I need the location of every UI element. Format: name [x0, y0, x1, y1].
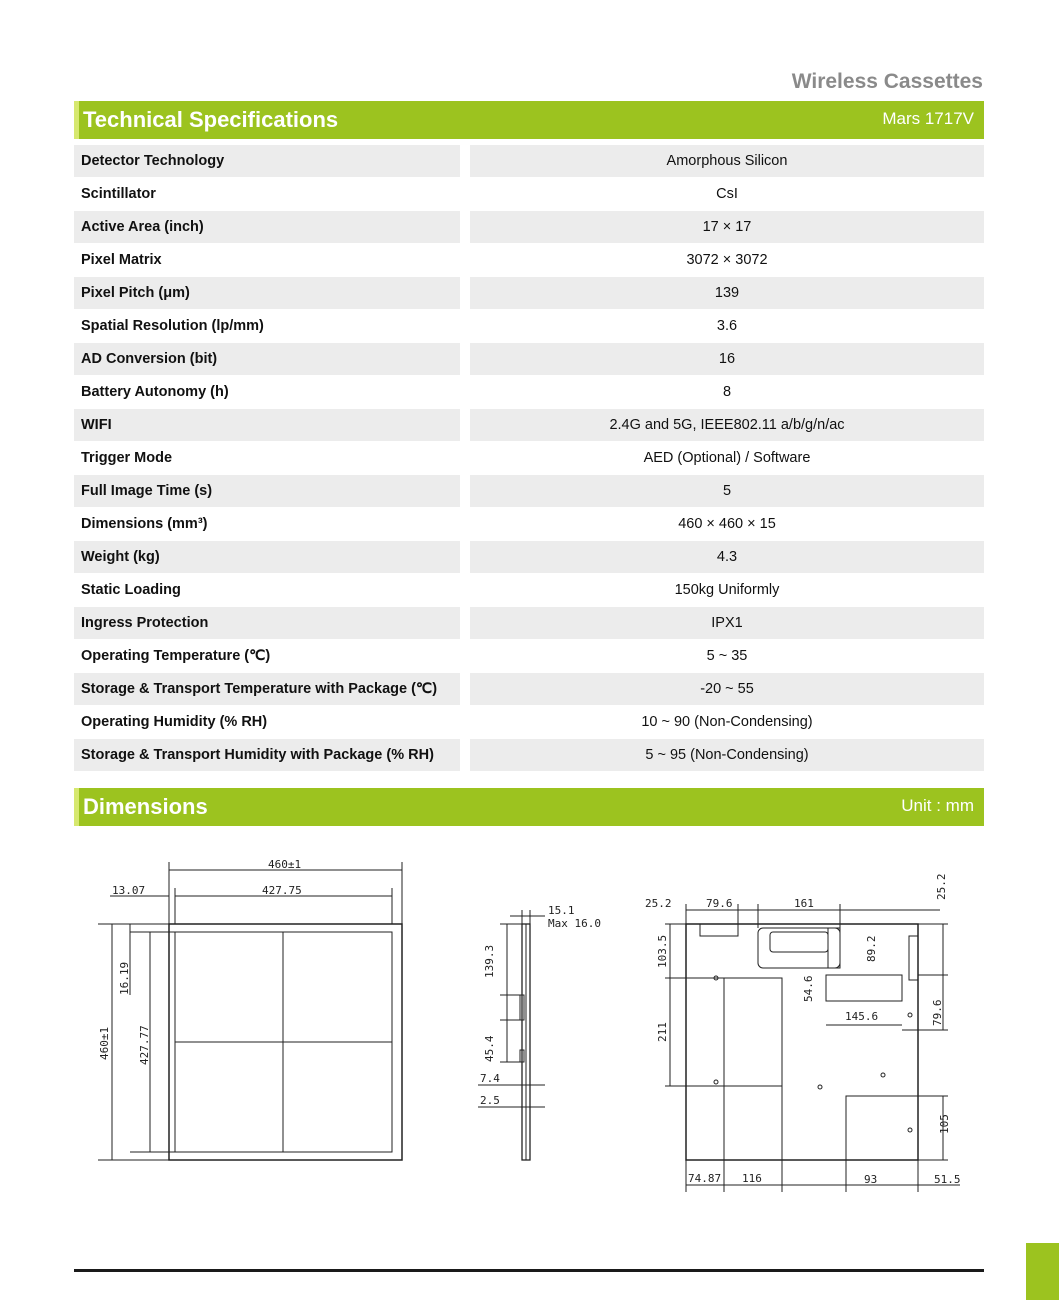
dimensions-header-band: [74, 788, 984, 826]
spec-value: 5 ~ 95 (Non-Condensing): [470, 739, 984, 771]
spec-value: 2.4G and 5G, IEEE802.11 a/b/g/n/ac: [470, 409, 984, 441]
spec-label: Static Loading: [81, 582, 181, 598]
spec-label: Ingress Protection: [74, 607, 460, 639]
specs-header-band: [74, 101, 984, 139]
spec-value: CsI: [716, 186, 738, 202]
spec-value: 5 ~ 35: [706, 648, 748, 664]
spec-row: [74, 673, 984, 706]
dim-front-active-height: 427.77: [138, 1025, 151, 1065]
dim-side-4: 2.5: [480, 1094, 500, 1107]
spec-row: [74, 442, 984, 475]
dimensions-title: Dimensions: [83, 794, 208, 819]
spec-label: Active Area (inch): [74, 211, 460, 243]
spec-row: [74, 145, 984, 178]
spec-row: [74, 277, 984, 310]
dim-back-10: 211: [656, 1022, 669, 1042]
dim-front-active-width: 427.75: [262, 884, 302, 897]
spec-value: 3072 × 3072: [686, 252, 768, 268]
dim-back-11: 105: [938, 1114, 951, 1134]
dim-side-3: 7.4: [480, 1072, 500, 1085]
spec-value: 460 × 460 × 15: [678, 516, 776, 532]
specs-table: [74, 145, 984, 772]
spec-label: WIFI: [74, 409, 460, 441]
specs-title: Technical Specifications: [83, 107, 339, 132]
spec-row: [74, 640, 984, 673]
spec-label: Full Image Time (s): [74, 475, 460, 507]
front-view-drawing: [98, 862, 402, 1160]
spec-row: [74, 541, 984, 574]
spec-label: Scintillator: [81, 186, 156, 202]
spec-value: IPX1: [470, 607, 984, 639]
spec-row: [74, 211, 984, 244]
dim-back-4: 25.2: [935, 873, 948, 900]
dim-back-7: 54.6: [802, 975, 815, 1002]
spec-label: Weight (kg): [74, 541, 460, 573]
spec-row: [74, 409, 984, 442]
dim-back-2: 79.6: [706, 897, 733, 910]
dim-front-top-margin: 16.19: [118, 961, 131, 995]
category-title: Wireless Cassettes: [791, 70, 983, 93]
spec-value: 5: [470, 475, 984, 507]
dim-back-13: 116: [742, 1172, 762, 1185]
spec-label: Trigger Mode: [81, 450, 173, 466]
spec-row: [74, 607, 984, 640]
spec-label: Operating Humidity (% RH): [81, 714, 268, 730]
dim-side-thickness: 15.1: [548, 904, 575, 917]
spec-label: Battery Autonomy (h): [81, 384, 229, 400]
dim-front-margin: 13.07: [112, 884, 146, 897]
spec-value: Amorphous Silicon: [470, 145, 984, 177]
dim-back-8: 145.6: [845, 1010, 879, 1023]
unit-label: Unit : mm: [901, 796, 974, 815]
spec-value: 139: [470, 277, 984, 309]
model-name: Mars 1717V: [882, 109, 974, 128]
dim-side-1: 139.3: [483, 944, 496, 978]
dim-side-max-thickness: Max 16.0: [548, 917, 601, 930]
spec-label: Pixel Matrix: [81, 252, 162, 268]
dim-back-9: 79.6: [931, 999, 944, 1026]
spec-label: Pixel Pitch (μm): [74, 277, 460, 309]
spec-row: [74, 574, 984, 607]
spec-value: 10 ~ 90 (Non-Condensing): [641, 714, 813, 730]
spec-row: [74, 706, 984, 739]
dim-back-6: 89.2: [865, 935, 878, 962]
spec-row: [74, 343, 984, 376]
spec-value: 3.6: [716, 318, 738, 334]
spec-label: Storage & Transport Humidity with Package (% RH): [74, 739, 460, 771]
spec-value: -20 ~ 55: [470, 673, 984, 705]
spec-row: [74, 376, 984, 409]
spec-label: AD Conversion (bit): [74, 343, 460, 375]
spec-label: Dimensions (mm³): [81, 516, 208, 532]
spec-row: [74, 178, 984, 211]
dim-front-overall-width: 460±1: [268, 858, 302, 871]
dim-back-5: 103.5: [656, 934, 669, 968]
dim-back-12: 74.87: [688, 1172, 722, 1185]
technical-drawing: [0, 840, 1059, 1210]
spec-row: [74, 475, 984, 508]
spec-value: 150kg Uniformly: [674, 582, 780, 598]
dim-back-1: 25.2: [645, 897, 672, 910]
footer-rule: [74, 1269, 984, 1272]
spec-label: Storage & Transport Temperature with Package (℃): [74, 673, 460, 705]
back-view-drawing: [665, 904, 960, 1192]
spec-value: 17 × 17: [470, 211, 984, 243]
spec-row: [74, 310, 984, 343]
dim-back-15: 51.5: [934, 1173, 961, 1186]
spec-row: [74, 739, 984, 772]
dim-side-2: 45.4: [483, 1035, 496, 1062]
page-edge-tab: [1026, 1243, 1059, 1300]
spec-label: Spatial Resolution (lp/mm): [81, 318, 264, 334]
spec-value: 4.3: [470, 541, 984, 573]
spec-value: 8: [722, 384, 732, 400]
spec-row: [74, 244, 984, 277]
spec-label: Operating Temperature (℃): [81, 648, 271, 664]
dim-back-3: 161: [794, 897, 814, 910]
spec-value: AED (Optional) / Software: [643, 450, 811, 466]
dim-back-14: 93: [864, 1173, 878, 1186]
spec-label: Detector Technology: [74, 145, 460, 177]
dim-front-overall-height: 460±1: [98, 1026, 111, 1060]
spec-value: 16: [470, 343, 984, 375]
spec-row: [74, 508, 984, 541]
